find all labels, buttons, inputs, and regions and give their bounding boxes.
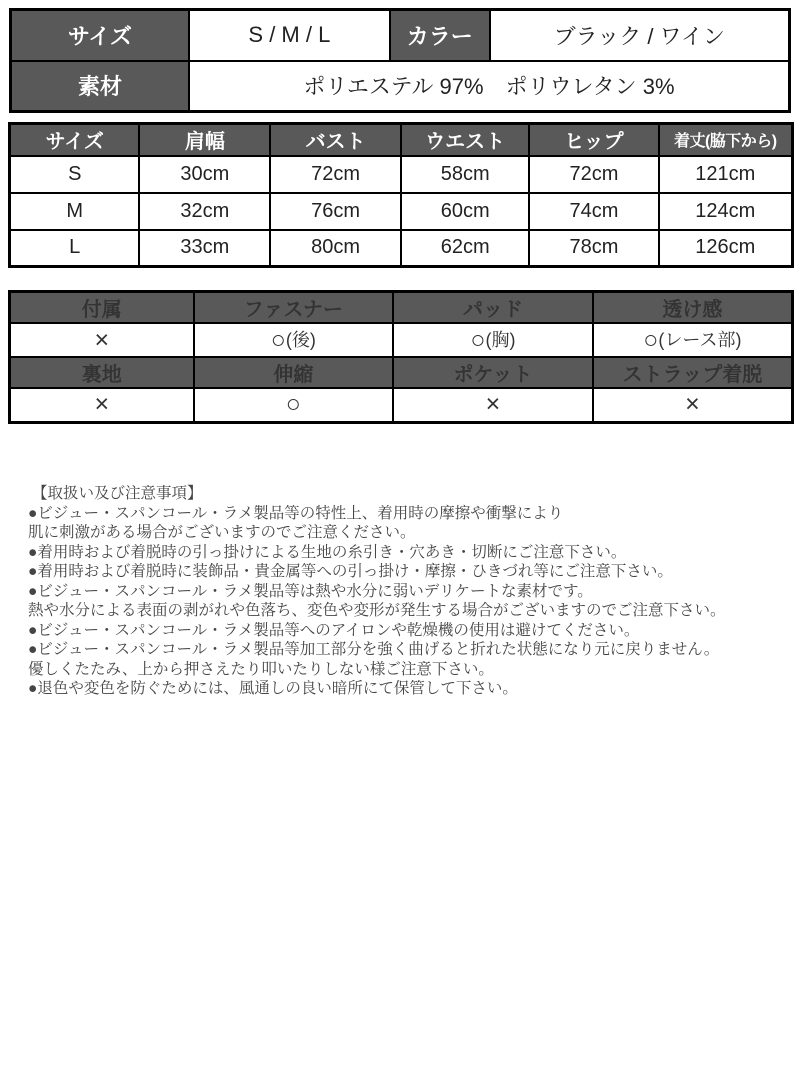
- cell-bust: 80cm: [270, 230, 401, 267]
- feature-value-stretch: [194, 388, 394, 422]
- feature-header-pocket: ポケット: [393, 357, 593, 388]
- spec-table: [9, 8, 791, 113]
- feature-value-strap: [593, 388, 793, 422]
- cell-length: 124cm: [659, 193, 793, 230]
- care-note-line: ●退色や変色を防ぐためには、風通しの良い暗所にて保管して下さい。: [28, 680, 518, 697]
- size-chart-header-waist: ウエスト: [401, 124, 529, 156]
- spec-size-value: S / M / L: [189, 10, 390, 61]
- cell-waist: 60cm: [401, 193, 529, 230]
- size-chart-header-bust: バスト: [270, 124, 401, 156]
- cell-hip: 74cm: [529, 193, 658, 230]
- feature-value-lining: [10, 388, 194, 422]
- care-note-line: 肌に刺激がある場合がございますのでご注意ください。: [28, 524, 416, 541]
- cell-shoulder: 33cm: [139, 230, 270, 267]
- circle-mark: ○: [285, 390, 301, 419]
- care-note-line: ●ビジュー・スパンコール・ラメ製品等は熱や水分に弱いデリケートな素材です。: [28, 582, 593, 600]
- cell-bust: 76cm: [270, 193, 401, 230]
- feature-value-fastener: ○(後): [194, 323, 394, 357]
- cell-hip: 72cm: [529, 156, 658, 193]
- spec-material-value: ポリエステル 97% ポリウレタン 3%: [189, 61, 790, 112]
- cell-size: S: [10, 156, 140, 193]
- size-chart-header-shoulder: 肩幅: [139, 124, 270, 156]
- care-note-line: ●着用時および着脱時の引っ掛けによる生地の糸引き・穴あき・切断にご注意下さい。: [28, 543, 627, 561]
- spec-size-label: サイズ: [11, 10, 189, 61]
- feature-header-sheerness: 透け感: [593, 292, 793, 324]
- care-note-line: ●着用時および着脱時に装飾品・貴金属等への引っ掛け・摩擦・ひきづれ等にご注意下さい。: [28, 563, 673, 580]
- care-note-line: ●ビジュー・スパンコール・ラメ製品等加工部分を強く曲げると折れた状態になり元に戻りません。: [28, 641, 720, 658]
- cross-mark: ×: [485, 390, 501, 419]
- feature-header-accessory: 付属: [10, 292, 194, 324]
- care-note-line: 熱や水分による表面の剥がれや色落ち、変色や変形が発生する場合がございますのでご注意下さい。: [28, 602, 726, 619]
- spec-color-value: ブラック / ワイン: [490, 10, 790, 61]
- cell-size: L: [10, 230, 140, 267]
- cell-waist: 58cm: [401, 156, 529, 193]
- care-notes-title: 【取扱い及び注意事項】: [32, 485, 203, 502]
- feature-header-fastener: ファスナー: [194, 292, 394, 324]
- size-chart-header-hip: ヒップ: [529, 124, 658, 156]
- cell-size: M: [10, 193, 140, 230]
- care-note-line: ●ビジュー・スパンコール・ラメ製品等へのアイロンや乾燥機の使用は避けてください。: [28, 621, 640, 639]
- feature-header-strap: ストラップ着脱: [593, 357, 793, 388]
- care-note-line: ●ビジュー・スパンコール・ラメ製品等の特性上、着用時の摩擦や衝撃により: [28, 504, 564, 522]
- feature-header-lining: 裏地: [10, 357, 194, 388]
- feature-value-sheerness: ○(レース部): [593, 323, 793, 357]
- cell-shoulder: 32cm: [139, 193, 270, 230]
- features-table: [8, 290, 794, 424]
- spec-material-label: 素材: [11, 61, 189, 112]
- feature-value-accessory: [10, 323, 194, 357]
- circle-mark: ○: [643, 325, 659, 354]
- feature-value-pocket: [393, 388, 593, 422]
- feature-header-stretch: 伸縮: [194, 357, 394, 388]
- cell-bust: 72cm: [270, 156, 401, 193]
- cross-mark: ×: [685, 390, 700, 419]
- cell-length: 121cm: [659, 156, 793, 193]
- feature-value-pad: ○(胸): [393, 323, 593, 357]
- feature-header-pad: パッド: [393, 292, 593, 324]
- size-chart-header-size: サイズ: [10, 124, 140, 156]
- size-chart-row-m: [10, 193, 793, 230]
- circle-mark: ○: [270, 325, 286, 354]
- cell-hip: 78cm: [529, 230, 658, 267]
- spec-color-label: カラー: [390, 10, 490, 61]
- cell-length: 126cm: [659, 230, 793, 267]
- cross-mark: ×: [94, 390, 110, 419]
- size-chart-table: [8, 122, 794, 268]
- size-chart-row-s: [10, 156, 793, 193]
- care-note-line: 優しくたたみ、上から押さえたり叩いたりしない様ご注意下さい。: [28, 660, 494, 678]
- cell-waist: 62cm: [401, 230, 529, 267]
- cell-shoulder: 30cm: [139, 156, 270, 193]
- size-chart-row-l: [10, 230, 793, 267]
- cross-mark: ×: [94, 325, 110, 354]
- size-chart-header-length: 着丈(脇下から): [659, 124, 793, 156]
- circle-mark: ○: [470, 325, 486, 354]
- care-notes: [28, 484, 786, 699]
